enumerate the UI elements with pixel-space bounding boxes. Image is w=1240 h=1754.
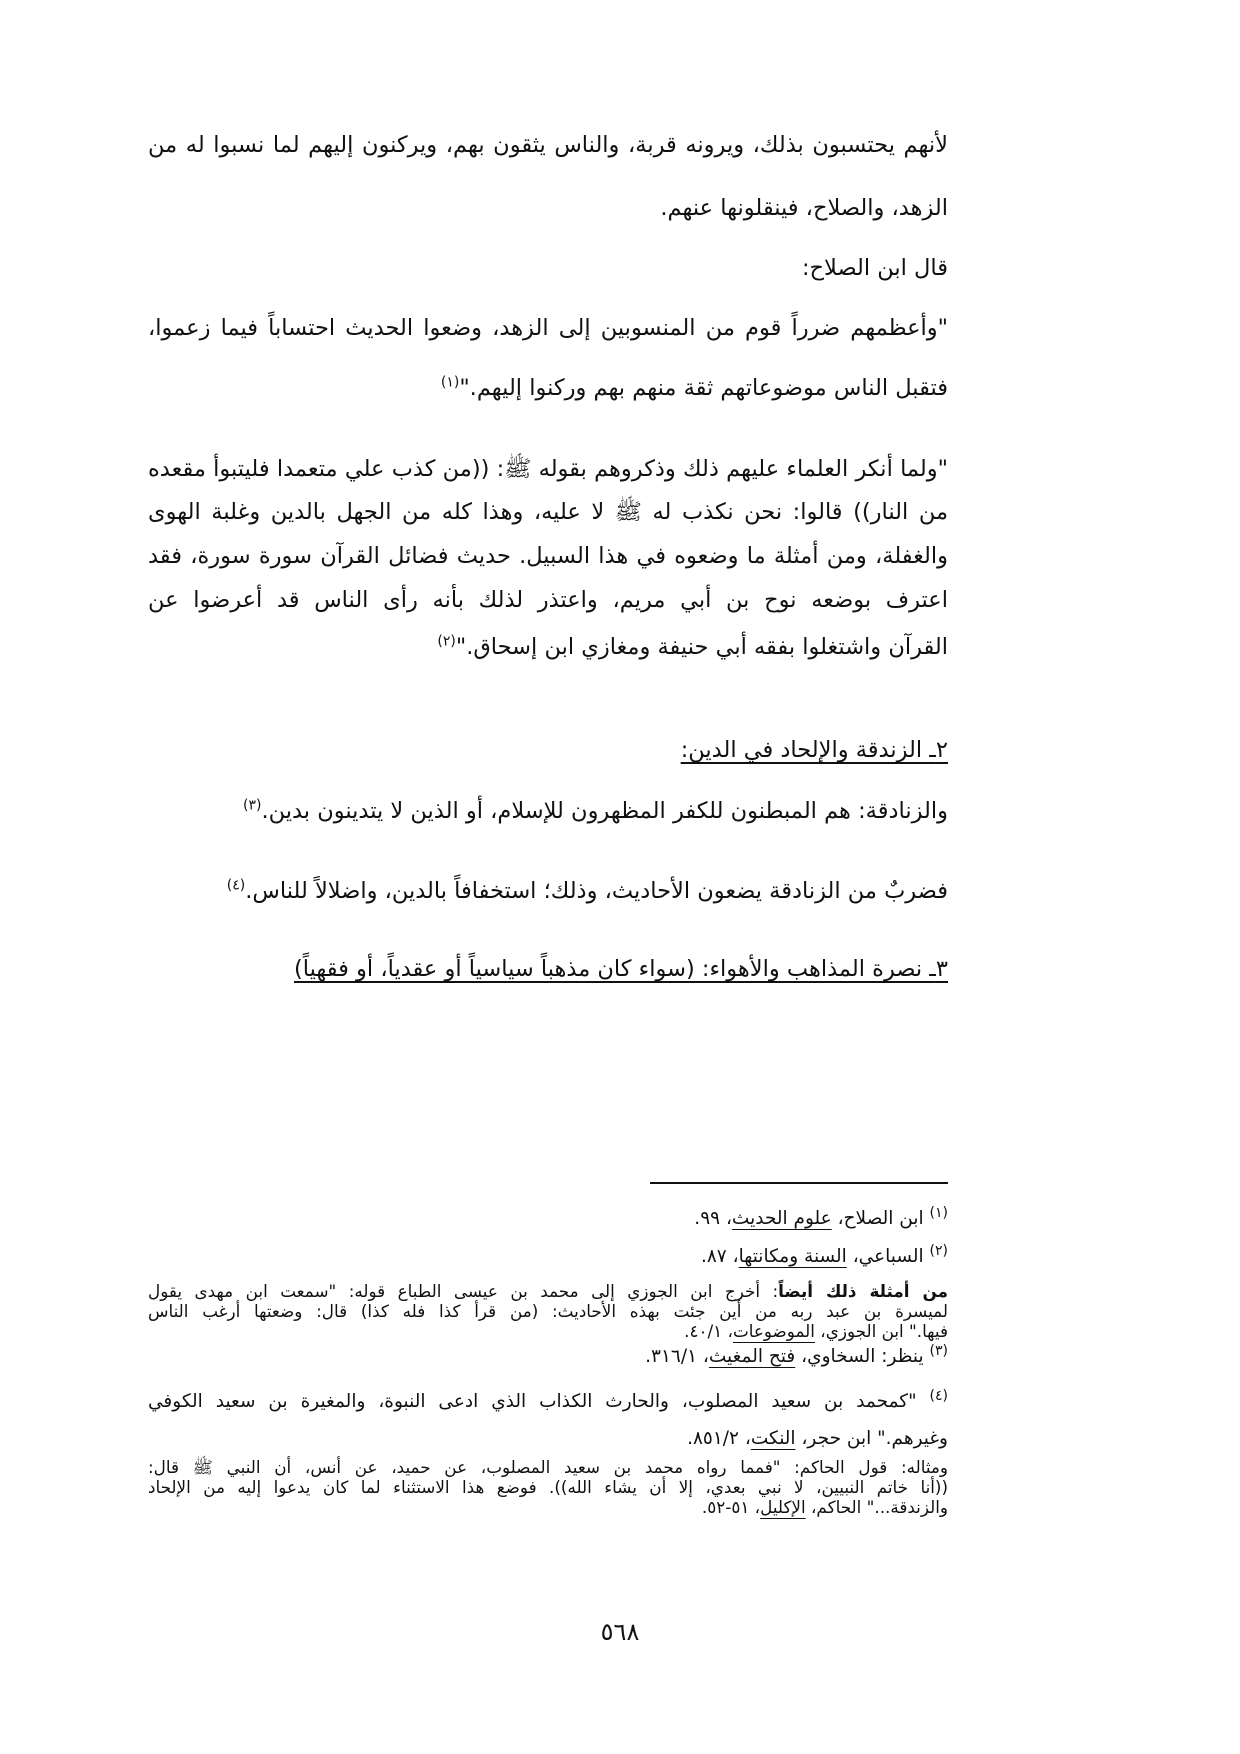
footnote-separator (650, 1182, 948, 1184)
paragraph-line (148, 876, 948, 906)
paragraph-line: لأنهم يحتسبون بذلك، ويرونه قربة، والناس يثقون بهم، ويركنون إليهم لما نسبوا له من (148, 132, 948, 158)
footnote-3 (148, 1342, 948, 1368)
quote-line: "ولما أنكر العلماء عليهم ذلك وذكروهم بقوله ﷺ: ((من كذب علي متعمدا فليتبوأ مقعده (148, 456, 948, 482)
quote-line: والغفلة، ومن أمثلة ما وضعوه في هذا السبيل. حديث فضائل القرآن سورة سورة، فقد (148, 543, 948, 569)
quote-line: من النار)) قالوا: نحن نكذب له ﷺ لا عليه، وهذا كله من الجهل بالدين وغلبة الهوى (148, 499, 948, 525)
footnote-2 (148, 1242, 948, 1268)
paragraph-line (148, 796, 948, 826)
footnote-example-line: لميسرة بن عبد ربه من أين جئت بهذه الأحاديث: (من قرأ كذا فله كذا) قال: وضعتها أرغب الناس (148, 1301, 948, 1321)
page-number: ٥٦٨ (600, 1618, 640, 1646)
footnote-example-line (148, 1282, 948, 1301)
footnote-number: (٤) (929, 1387, 948, 1404)
section-heading (148, 954, 948, 984)
footnote-reference[interactable]: (٤) (226, 877, 246, 894)
footnote-example-line: ومثاله: قول الحاكم: "فمما رواه محمد بن سعيد المصلوب، عن حميد، عن أنس، أن النبي ﷺ قال: (148, 1457, 948, 1477)
quote-line: اعترف بوضعه نوح بن أبي مريم، واعتذر لذلك بأنه رأى الناس قد أعرضوا عن (148, 587, 948, 613)
section-heading-text: ٢ـ الزندقة والإلحاد في الدين: (680, 737, 948, 763)
footnote-reference[interactable]: (٢) (437, 633, 456, 650)
footnote-reference[interactable]: (٣) (242, 797, 262, 814)
quote-line (148, 632, 948, 662)
footnote-page: ، ٤٠/١. (684, 1321, 733, 1341)
footnote-book-title: الإكليل (760, 1497, 806, 1517)
footnote-example-line: ((أنا خاتم النبيين، لا نبي بعدي، إلا أن يشاء الله)). فوضع هذا الاستثناء لما كان يدعوا إليه من الإلحاد (148, 1477, 948, 1497)
footnote-4-line (148, 1427, 948, 1450)
footnote-book-title: الموضوعات (732, 1321, 815, 1341)
footnote-bold-lead: من أمثلة ذلك أيضاً (778, 1281, 948, 1301)
quote-line (148, 373, 948, 403)
footnote-number: (١) (929, 1204, 948, 1221)
footnote-author: ينظر: السخاوي، (795, 1346, 924, 1367)
footnote-4 (148, 1387, 948, 1413)
footnote-text: "كمحمد بن سعيد المصلوب، والحارث الكذاب الذي ادعى النبوة، والمغيرة بن سعيد الكوفي (148, 1391, 917, 1412)
section-heading (148, 735, 948, 765)
footnote-number: (٣) (929, 1342, 948, 1359)
footnote-book-title: فتح المغيث (708, 1346, 796, 1367)
footnote-book-title: النكت (750, 1428, 796, 1449)
footnote-author: ابن الصلاح، (831, 1208, 924, 1229)
footnote-example-line (148, 1322, 948, 1341)
footnote-number: (٢) (929, 1242, 948, 1259)
footnote-page: ، ٣١٦/١. (645, 1346, 709, 1367)
footnote-1 (148, 1204, 948, 1230)
footnote-text: والزندقة..." الحاكم، (805, 1497, 948, 1517)
footnote-page: ، ٩٩. (694, 1208, 732, 1229)
footnote-book-title: علوم الحديث (731, 1208, 832, 1229)
footnote-page: ، ٨٧. (700, 1246, 739, 1267)
footnote-text: فيها." ابن الجوزي، (814, 1321, 948, 1341)
footnote-page: ، ٨٥١/٢. (687, 1428, 751, 1449)
quote-text: القرآن واشتغلوا بفقه أبي حنيفة ومغازي ابن إسحاق." (455, 634, 948, 660)
footnote-author: السباعي، (846, 1246, 924, 1267)
quote-text: فتقبل الناس موضوعاتهم ثقة منهم بهم وركنوا إليهم." (459, 375, 948, 401)
paragraph-text: فضربٌ من الزنادقة يضعون الأحاديث، وذلك؛ استخفافاً بالدين، واضلالاً للناس. (245, 878, 948, 904)
footnote-page: ، ٥١-٥٢. (701, 1497, 761, 1517)
paragraph-line: الزهد، والصلاح، فينقلونها عنهم. (660, 195, 948, 221)
paragraph-text: والزنادقة: هم المبطنون للكفر المظهرون للإسلام، أو الذين لا يتدينون بدين. (261, 798, 948, 824)
footnote-book-title: السنة ومكانتها (738, 1246, 847, 1267)
footnote-example-line (148, 1498, 948, 1517)
footnote-reference[interactable]: (١) (440, 374, 460, 391)
section-heading-text: ٣ـ نصرة المذاهب والأهواء: (سواء كان مذهباً سياسياً أو عقدياً، أو فقهياً) (293, 956, 948, 982)
footnote-text: وغيرهم." ابن حجر، (795, 1428, 948, 1449)
footnote-text: : أخرج ابن الجوزي إلى محمد بن عيسى الطباع قوله: "سمعت ابن مهدى يقول (148, 1281, 779, 1301)
paragraph-line: قال ابن الصلاح: (801, 255, 948, 281)
quote-line: "وأعظمهم ضرراً قوم من المنسوبين إلى الزهد، وضعوا الحديث احتساباً فيما زعموا، (148, 315, 948, 341)
